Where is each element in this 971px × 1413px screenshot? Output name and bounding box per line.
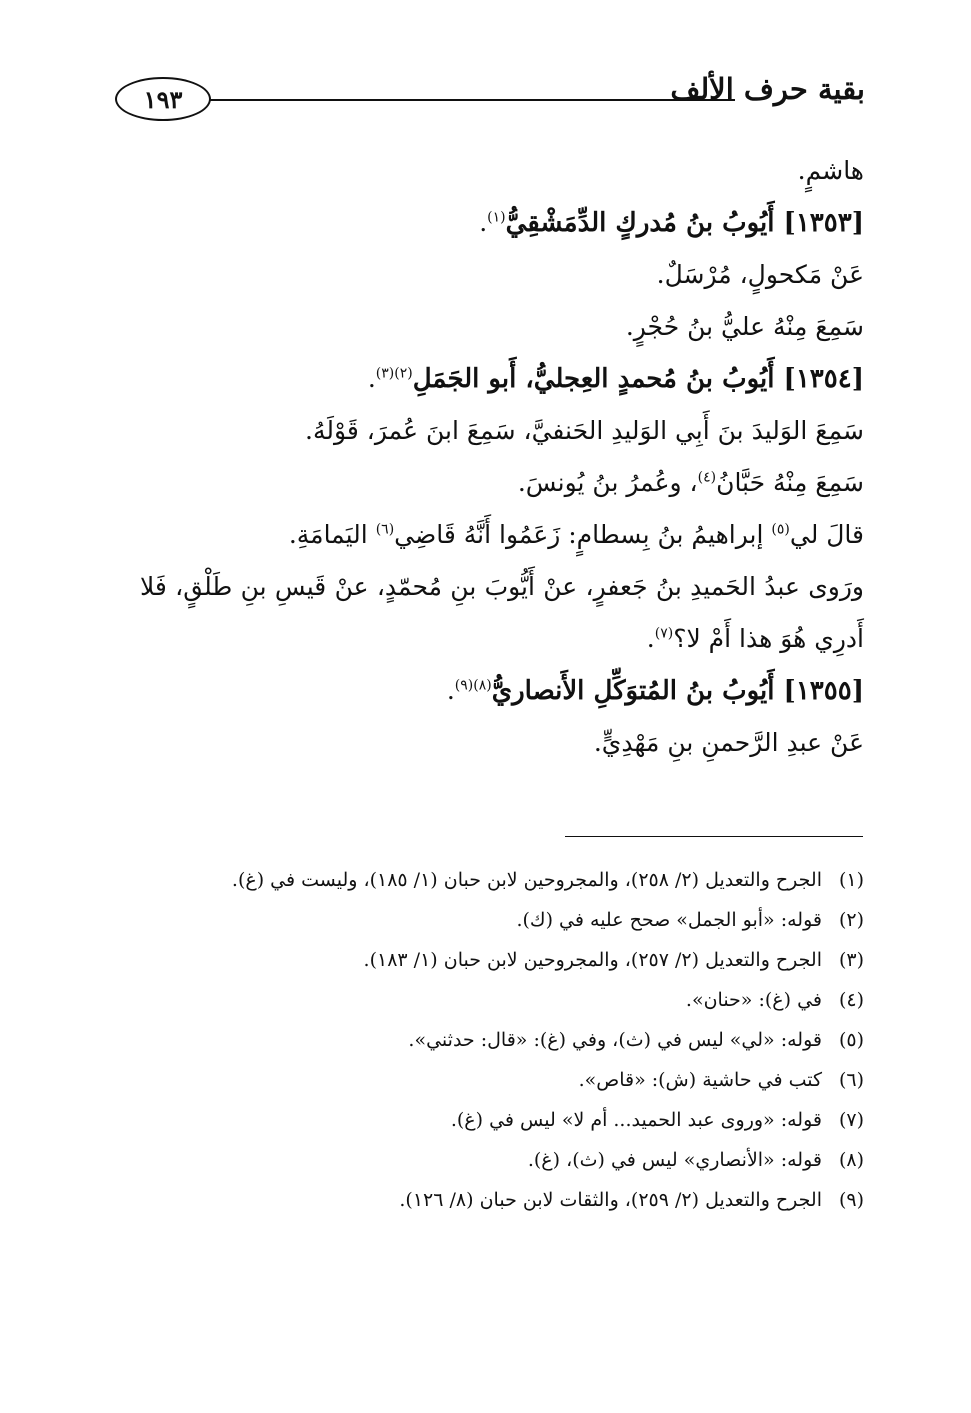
- main-text: [140, 145, 864, 769]
- page-number: ١٩٣: [115, 77, 211, 121]
- text-segment: ورَوى عبدُ الحَميدِ بنُ جَعفرٍ، عنْ أَيُّوبَ بنِ مُحمّدٍ، عنْ قَيسِ بنِ طَلْقٍ، فَلا: [140, 572, 864, 601]
- text-segment: قالَ لي: [789, 520, 864, 549]
- text-segment: سَمِعَ الوَليدَ بنَ أَبِي الوَليدِ الحَنفيَّ، سَمِعَ ابنَ عُمرَ، قَوْلَهُ.: [305, 416, 864, 445]
- text-segment: عَنْ عبدِ الرَّحمنِ بنِ مَهْدِيٍّ.: [593, 728, 864, 757]
- text-segment: .: [646, 624, 655, 653]
- text-line: [140, 353, 864, 405]
- text-segment: أَدرِي هُوَ هذا أَمْ لا؟: [673, 624, 864, 653]
- text-segment: إبراهيمُ بنُ بِسطامٍ: زَعَمُوا أَنَّهُ قَاضِي: [394, 520, 772, 549]
- footnote-number: (٥): [838, 1029, 864, 1051]
- footnote: [140, 900, 864, 940]
- footnote-ref: (٧): [654, 625, 674, 642]
- text-line: [140, 561, 864, 613]
- footnote-number: (٨): [838, 1149, 864, 1171]
- text-line: [140, 301, 864, 353]
- footnote-separator: [565, 836, 863, 837]
- footnote-text: الجرح والتعديل (٢/ ٢٥٨)، والمجروحين لابن حبان (١/ ١٨٥)، وليست في (غ).: [231, 869, 822, 891]
- text-segment: عَنْ مَكحولٍ، مُرْسَلٌ.: [656, 260, 864, 289]
- entry-heading: [١٣٥٥] أَيُوبُ بنُ المُتوَكِّلِ الأَنصاريُّ: [491, 676, 864, 706]
- running-title: بقية حرف الألف: [670, 72, 865, 106]
- footnote-number: (٤): [838, 989, 864, 1011]
- footnote-ref: (٤): [697, 469, 717, 486]
- text-segment: سَمِعَ مِنْهُ عليُّ بنُ حُجْرٍ.: [625, 312, 864, 341]
- entry-heading: [١٣٥٤] أَيُوبُ بنُ مُحمدٍ العِجليُّ، أَبو الجَمَلِ: [412, 364, 864, 394]
- footnote-ref: (٦): [375, 521, 395, 538]
- footnote: [140, 940, 864, 980]
- text-line: [140, 457, 864, 509]
- text-segment: سَمِعَ مِنْهُ حَبَّانُ: [716, 468, 864, 497]
- text-line: [140, 717, 864, 769]
- footnote: [140, 1060, 864, 1100]
- page-header: [115, 72, 865, 130]
- text-line: [140, 405, 864, 457]
- footnote-text: قوله: «أبو الجمل» صحح عليه في (ك).: [516, 909, 822, 931]
- footnote-number: (٦): [838, 1069, 864, 1091]
- footnote: [140, 1100, 864, 1140]
- footnote-text: الجرح والتعديل (٢/ ٢٥٧)، والمجروحين لابن حبان (١/ ١٨٣).: [363, 949, 822, 971]
- entry-heading: [١٣٥٣] أَيُوبُ بنُ مُدركٍ الدِّمَشْقِيُّ: [505, 208, 864, 238]
- text-segment: .: [479, 208, 488, 237]
- text-segment: .: [367, 364, 376, 393]
- text-line: [140, 665, 864, 717]
- text-segment: هاشمٍ.: [797, 156, 864, 185]
- footnote-ref: (٨)(٩): [454, 677, 492, 694]
- footnote-text: الجرح والتعديل (٢/ ٢٥٩)، والثقات لابن حبان (٨/ ١٢٦).: [399, 1189, 822, 1211]
- footnote-ref: (٢)(٣): [375, 365, 413, 382]
- footnote-number: (٢): [838, 909, 864, 931]
- footnote: [140, 1140, 864, 1180]
- footnote-text: قوله: «وروى عبد الحميد... أم لا» ليس في (غ).: [450, 1109, 822, 1131]
- footnote-ref: (٥): [771, 521, 790, 538]
- text-line: [140, 197, 864, 249]
- footnote-text: قوله: «الأنصاري» ليس في (ث)، (غ).: [527, 1149, 822, 1171]
- footnote: [140, 1180, 864, 1220]
- footnote-number: (٩): [838, 1189, 864, 1211]
- footnote-text: كتب في حاشية (ش): «قاص».: [578, 1069, 822, 1091]
- footnote-ref: (١): [487, 209, 506, 226]
- text-line: [140, 249, 864, 301]
- text-line: [140, 613, 864, 665]
- footnotes: [140, 860, 864, 1220]
- text-line: [140, 509, 864, 561]
- text-segment: ، وعُمرُ بنُ يُونسَ.: [517, 468, 698, 497]
- footnote: [140, 980, 864, 1020]
- footnote-text: قوله: «لي» ليس في (ث)، وفي (غ): «قال: حدثني».: [408, 1029, 822, 1051]
- footnote: [140, 860, 864, 900]
- text-segment: اليَمامَةِ.: [288, 520, 376, 549]
- header-rule: [205, 99, 735, 101]
- footnote-number: (٧): [838, 1109, 864, 1131]
- footnote-number: (٣): [838, 949, 864, 971]
- footnote: [140, 1020, 864, 1060]
- footnote-text: في (غ): «حنان».: [685, 989, 822, 1011]
- text-segment: .: [446, 676, 455, 705]
- text-line: [140, 145, 864, 197]
- footnote-number: (١): [838, 869, 864, 891]
